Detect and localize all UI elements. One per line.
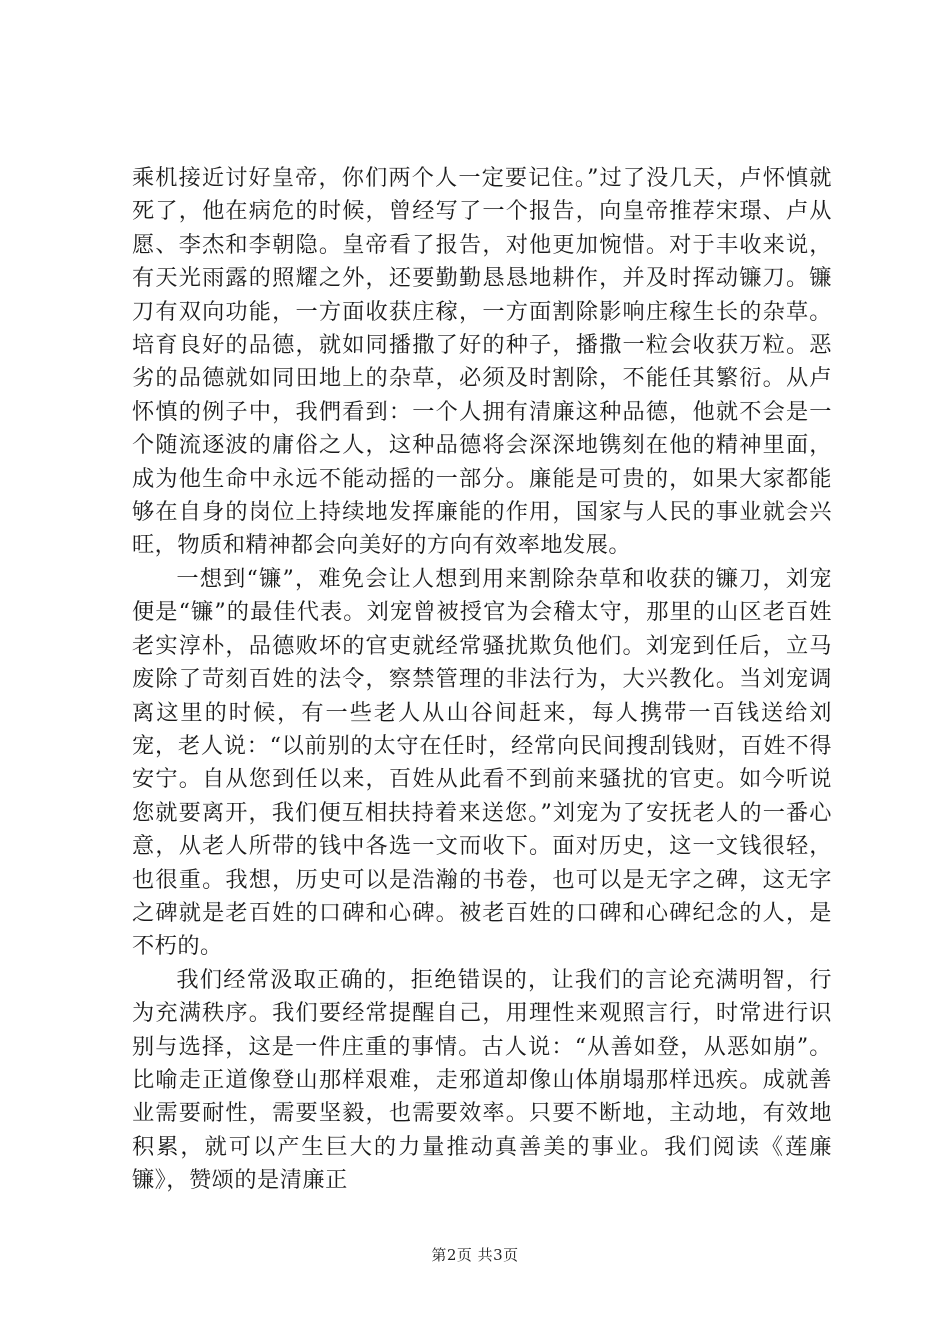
paragraph-continuation: 乘机接近讨好皇帝，你们两个人一定要记住。”过了没几天，卢怀慎就死了，他在病危的时候，曾经写了一个报告，向皇帝推荐宋璟、卢从愿、李杰和李朝隐。皇帝看了报告，对他更加惋惜。对于丰收来说，有天光雨露的照耀之外，还要勤勤恳恳地耕作，并及时挥动镰刀。镰刀有双向功能，一方面收获庄稼，一方面割除影响庄稼生长的杂草。培育良好的品德，就如同播撒了好的种子，播撒一粒会收获万粒。恶劣的品德就如同田地上的杂草，必须及时割除，不能任其繁衍。从卢怀慎的例子中，我們看到：一个人拥有清廉这种品德，他就不会是一个随流逐波的庸俗之人，这种品德将会深深地镌刻在他的精神里面，成为他生命中永远不能动摇的一部分。廉能是可贵的，如果大家都能够在自身的岗位上持续地发挥廉能的作用，国家与人民的事业就会兴旺，物质和精神都会向美好的方向有效率地发展。: [132, 165, 832, 559]
page-number-footer: 第2页 共3页: [431, 1246, 519, 1264]
document-body: [132, 162, 832, 1198]
paragraph-liu-chong: 一想到“镰”，难免会让人想到用来割除杂草和收获的镰刀，刘宠便是“镰”的最佳代表。刘宠曾被授官为会稽太守，那里的山区老百姓老实淳朴，品德败坏的官吏就经常骚扰欺负他们。刘宠到任后，立马废除了苛刻百姓的法令，察禁管理的非法行为，大兴教化。当刘宠调离这里的时候，有一些老人从山谷间赶来，每人携带一百钱送给刘宠，老人说：“以前别的太守在任时，经常向民间搜刮钱财，百姓不得安宁。自从您到任以来，百姓从此看不到前来骚扰的官吏。如今听说您就要离开，我们便互相扶持着来送您。”刘宠为了安抚老人的一番心意，从老人所带的钱中各选一文而收下。面对历史，这一文钱很轻，也很重。我想，历史可以是浩瀚的书卷，也可以是无字之碑，这无字之碑就是老百姓的口碑和心碑。被老百姓的口碑和心碑纪念的人，是不朽的。: [132, 565, 832, 960]
paragraph-conclusion: 我们经常汲取正确的，拒绝错误的，让我们的言论充满明智，行为充满秩序。我们要经常提醒自己，用理性来观照言行，时常进行识别与选择，这是一件庄重的事情。古人说：“从善如登，从恶如崩”。比喻走正道像登山那样艰难，走邪道却像山体崩塌那样迅疾。成就善业需要耐性，需要坚毅，也需要效率。只要不断地，主动地，有效地积累，就可以产生巨大的力量推动真善美的事业。我们阅读《莲廉镰》，赞颂的是清廉正: [132, 966, 832, 1194]
